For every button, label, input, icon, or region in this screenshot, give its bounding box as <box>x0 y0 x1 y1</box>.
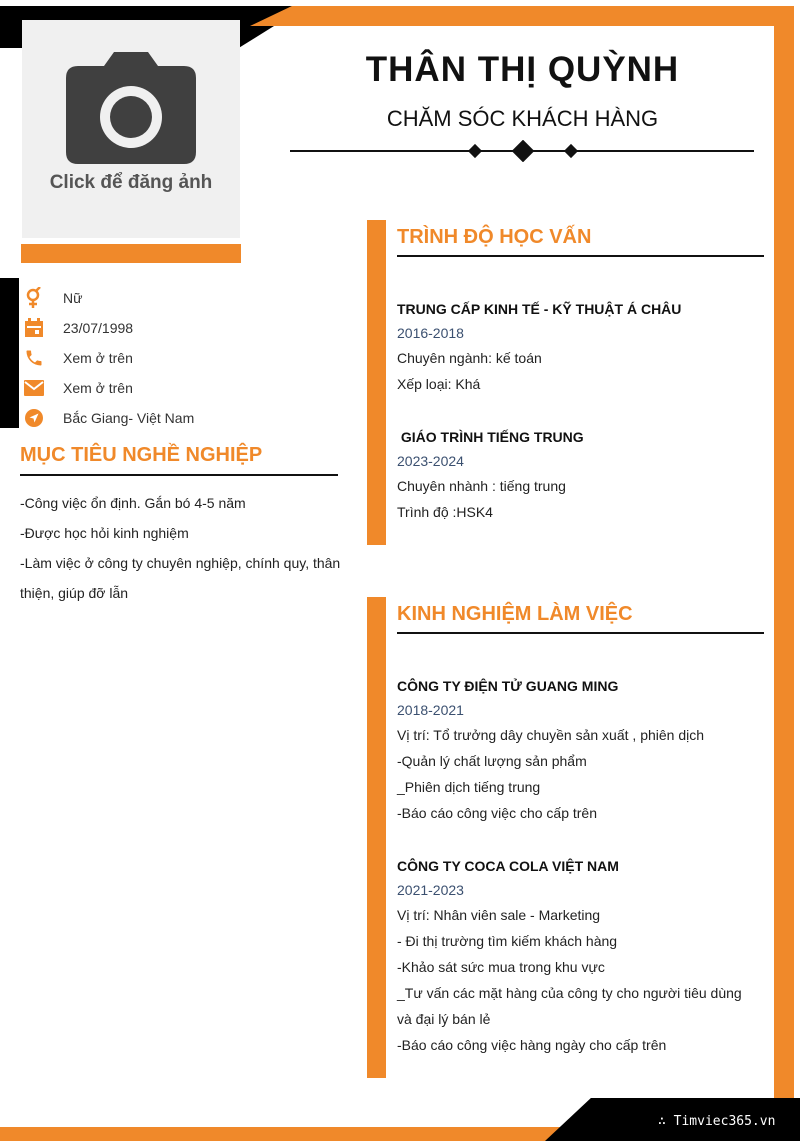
contact-email <box>24 373 194 403</box>
photo-upload-label: Click để đăng ảnh <box>49 172 213 193</box>
education-years: 2023-2024 <box>397 453 464 469</box>
contact-phone <box>24 343 194 373</box>
photo-upload[interactable] <box>22 20 240 238</box>
objective-line: -Được học hỏi kinh nghiệm <box>20 525 189 541</box>
education-section <box>397 226 767 525</box>
experience-detail: -Khảo sát sức mua trong khu vực <box>397 959 605 975</box>
location-icon <box>24 408 44 428</box>
phone-value: Xem ở trên <box>63 350 133 366</box>
contact-gender <box>24 283 194 313</box>
experience-section <box>397 603 767 1058</box>
email-icon <box>24 380 44 396</box>
experience-divider <box>397 632 764 634</box>
bottom-orange-band <box>0 1127 600 1141</box>
company-name: CÔNG TY ĐIỆN TỬ GUANG MING <box>397 678 619 694</box>
divider-diamond-small <box>468 144 482 158</box>
experience-title: KINH NGHIỆM LÀM VIỆC <box>397 603 633 625</box>
experience-entry <box>397 858 767 1058</box>
photo-accent-bar <box>21 244 241 263</box>
objective-line: -Công việc ổn định. Gắn bó 4-5 năm <box>20 495 246 511</box>
education-detail: Trình độ :HSK4 <box>397 504 493 520</box>
calendar-icon <box>24 318 44 338</box>
experience-detail: -Báo cáo công việc hàng ngày cho cấp trên <box>397 1037 667 1053</box>
divider-diamond-small <box>564 144 578 158</box>
contact-birthday <box>24 313 194 343</box>
objective-line: -Làm việc ở công ty chuyên nghiệp, chính quy, thân thiện, giúp đỡ lẫn <box>20 555 341 601</box>
birthday-value: 23/07/1998 <box>63 320 134 336</box>
left-black-bar <box>0 278 19 428</box>
camera-icon <box>66 52 196 164</box>
education-title: TRÌNH ĐỘ HỌC VẤN <box>397 226 592 248</box>
education-years: 2016-2018 <box>397 325 464 341</box>
objective-title: MỤC TIÊU NGHỀ NGHIỆP <box>20 444 263 466</box>
experience-years: 2021-2023 <box>397 882 464 898</box>
experience-detail: -Quản lý chất lượng sản phẩm <box>397 753 587 769</box>
contact-list <box>24 283 194 433</box>
gender-value: Nữ <box>63 290 83 306</box>
watermark: ∴ Timviec365.vn <box>658 1114 776 1129</box>
education-entry <box>397 429 767 525</box>
top-orange-band <box>250 6 774 26</box>
education-divider <box>397 255 764 257</box>
company-name: CÔNG TY COCA COLA VIỆT NAM <box>397 858 619 874</box>
phone-icon <box>24 348 44 368</box>
education-entry <box>397 301 767 397</box>
experience-detail: Vị trí: Tổ trưởng dây chuyền sản xuất , phiên dịch <box>397 727 705 743</box>
email-value: Xem ở trên <box>63 380 133 396</box>
experience-detail: _Phiên dịch tiếng trung <box>397 779 541 795</box>
experience-accent-bar <box>367 597 386 1078</box>
objective-divider <box>20 474 338 476</box>
right-orange-band <box>774 6 794 1141</box>
school-name: TRUNG CẤP KINH TẾ - KỸ THUẬT Á CHÂU <box>397 301 682 317</box>
education-detail: Chuyên ngành: kế toán <box>397 350 542 366</box>
candidate-role: CHĂM SÓC KHÁCH HÀNG <box>386 106 659 131</box>
experience-detail: - Đi thị trường tìm kiếm khách hàng <box>397 933 618 949</box>
experience-detail: _Tư vấn các mặt hàng của công ty cho người tiêu dùng và đại lý bán lẻ <box>397 985 742 1027</box>
candidate-name: THÂN THỊ QUỲNH <box>365 50 680 89</box>
school-name: GIÁO TRÌNH TIẾNG TRUNG <box>397 429 584 445</box>
divider-diamond-large <box>512 140 535 162</box>
education-accent-bar <box>367 220 386 545</box>
objective-list <box>20 488 345 608</box>
experience-years: 2018-2021 <box>397 702 464 718</box>
contact-location <box>24 403 194 433</box>
education-detail: Chuyên nhành : tiếng trung <box>397 478 566 494</box>
location-value: Bắc Giang- Việt Nam <box>63 410 195 426</box>
gender-icon <box>24 287 42 309</box>
education-detail: Xếp loại: Khá <box>397 376 481 392</box>
experience-entry <box>397 678 767 826</box>
header-divider <box>290 140 755 162</box>
experience-detail: Vị trí: Nhân viên sale - Marketing <box>397 907 601 923</box>
experience-detail: -Báo cáo công việc cho cấp trên <box>397 805 598 821</box>
